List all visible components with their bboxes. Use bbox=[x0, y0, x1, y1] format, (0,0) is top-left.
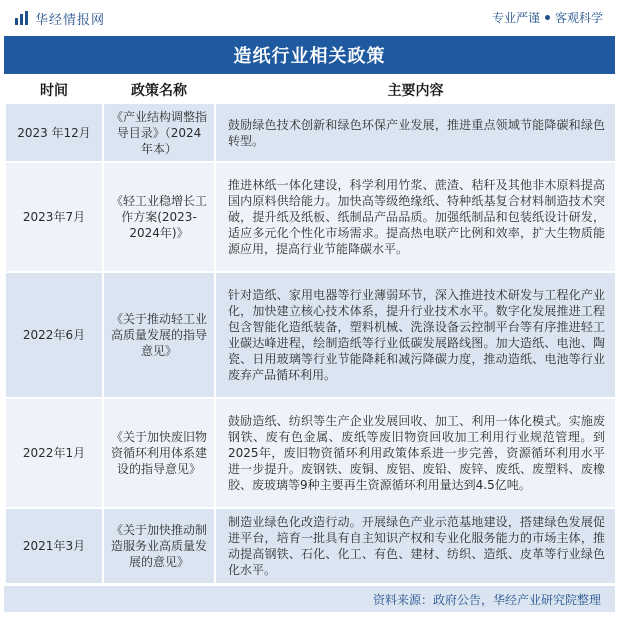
table-row bbox=[4, 273, 615, 397]
slogan bbox=[492, 9, 603, 26]
row-policy-name: 《轻工业稳增长工作方案(2023-2024年)》 bbox=[102, 163, 214, 271]
page-title: 造纸行业相关政策 bbox=[4, 36, 615, 74]
column-header-policy-name: 政策名称 bbox=[102, 78, 214, 102]
source-footer: 资料来源：政府公告，华经产业研究院整理 bbox=[4, 586, 615, 612]
row-time: 2021年3月 bbox=[4, 509, 102, 583]
column-header-time: 时间 bbox=[4, 78, 102, 102]
row-time: 2022年1月 bbox=[4, 399, 102, 507]
brand-name: 华经情报网 bbox=[35, 12, 106, 28]
policy-table bbox=[4, 76, 615, 585]
row-content: 制造业绿色化改造行动。开展绿色产业示范基地建设，搭建绿色发展促进平台，培育一批具有自主知识产权和专业化服务能力的市场主体，推动提高钢铁、石化、化工、有色、建材、纺织、造纸、皮革等行业绿色化水平。 bbox=[214, 509, 615, 583]
row-time: 2023年7月 bbox=[4, 163, 102, 271]
row-content: 鼓励造纸、纺织等生产企业发展回收、加工、利用一体化模式。实施废钢铁、废有色金属、废纸等废旧物资回收加工利用行业规范管理。到2025年，废旧物资循环利用政策体系进一步完善，资源循环利用水平进一步提升。废钢铁、废铜、废铝、废铅、废锌、废纸、废塑料、废橡胶、废玻璃等9种主要再生资源循环利用量达到4.5亿吨。 bbox=[214, 399, 615, 507]
row-policy-name: 《关于加快废旧物资循环利用体系建设的指导意见》 bbox=[102, 399, 214, 507]
separator-dot-icon bbox=[545, 15, 550, 20]
row-policy-name: 《关于加快推动制造服务业高质量发展的意见》 bbox=[102, 509, 214, 583]
table-row bbox=[4, 163, 615, 271]
row-content: 针对造纸、家用电器等行业薄弱环节，深入推进技术研发与工程化产业化，加快建立核心技术体系，提升行业技术水平。数字化发展推进工程包含智能化造纸装备，塑料机械、洗涤设备云控制平台等有序推进轻工业碳达峰进程，绘制造纸等行业低碳发展路线图。加大造纸、电池、陶瓷、日用玻璃等行业节能降耗和减污降碳力度，推动造纸、电池等行业废弃产品循环利用。 bbox=[214, 273, 615, 397]
logo-icon bbox=[14, 10, 30, 26]
table-row bbox=[4, 399, 615, 507]
row-time: 2023 年12月 bbox=[4, 104, 102, 161]
row-content: 鼓励绿色技术创新和绿色环保产业发展，推进重点领域节能降碳和绿色转型。 bbox=[214, 104, 615, 161]
row-policy-name: 《关于推动轻工业高质量发展的指导意见》 bbox=[102, 273, 214, 397]
table-row bbox=[4, 509, 615, 583]
row-policy-name: 《产业结构调整指导目录》（2024 年本） bbox=[102, 104, 214, 161]
table-row bbox=[4, 104, 615, 161]
row-time: 2022年6月 bbox=[4, 273, 102, 397]
top-bar bbox=[0, 0, 619, 36]
brand bbox=[14, 9, 105, 27]
table-header-row bbox=[4, 78, 615, 102]
slogan-right: 客观科学 bbox=[554, 11, 603, 25]
column-header-content: 主要内容 bbox=[214, 78, 615, 102]
slogan-left: 专业严谨 bbox=[491, 11, 540, 25]
row-content: 推进林纸一体化建设，科学利用竹浆、蔗渣、秸秆及其他非木原料提高国内原料供给能力。加快高等级绝缘纸、特种纸基复合材料制造技术突破，提升纸及纸板、纸制品产品品质。加强纸制品和包装纸设计研发，适应多元化个性化市场需求。提高热电联产比例和效率，扩大生物质能源应用，提高行业节能降碳水平。 bbox=[214, 163, 615, 271]
